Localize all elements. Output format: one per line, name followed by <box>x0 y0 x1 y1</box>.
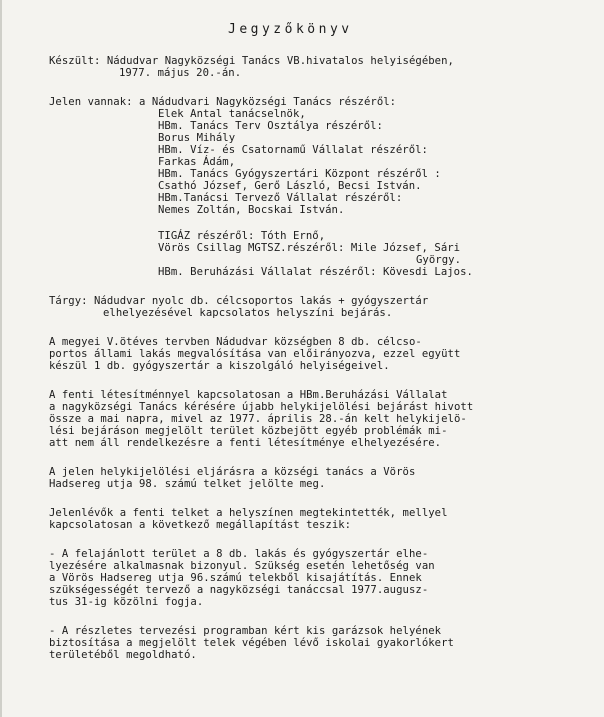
text-line: tus 31-ig közölni fogja. <box>49 596 204 608</box>
text-line: lyezésére alkalmasnak bizonyul. Szükség esetén lehetőség van <box>49 560 435 572</box>
text-line: Farkas Ádám, <box>158 156 236 168</box>
text-line: kapcsolatosan a következő megállapítást teszik: <box>49 519 352 531</box>
text-line: Jelen vannak: a Nádudvari Nagyközségi Tanács részéről: <box>49 96 397 108</box>
text-line: készül 1 db. gyógyszertár a kiszolgáló helyiségeivel. <box>49 360 390 372</box>
text-line: Tárgy: Nádudvar nyolc db. célcsoportos lakás + gyógyszertár <box>49 295 429 307</box>
text-line: Csathó József, Gerő László, Becsi István. <box>158 180 422 192</box>
text-line: HBm. Tanács Terv Osztálya részéről: <box>158 120 383 132</box>
text-line: biztosítása a megjelölt telek végében lévő iskolai gyakorlókert <box>49 637 454 649</box>
text-line: HBm. Tanács Gyógyszertári Központ részéről : <box>158 168 441 180</box>
text-line: a nagyközségi Tanács kérésére újabb helykijelölési bejárást hivott <box>49 401 474 413</box>
text-line: HBm. Beruházási Vállalat részéről: Kövesdi Lajos. <box>158 266 473 278</box>
text-line: - A felajánlott terület a 8 db. lakás és gyógyszertár elhe- <box>49 548 429 560</box>
text-line: Borus Mihály <box>158 132 236 144</box>
page-edge <box>0 0 2 717</box>
text-line: Készült: Nádudvar Nagyközségi Tanács VB.hivatalos helyiségében, <box>49 55 454 67</box>
text-line: - A részletes tervezési programban kért kis garázsok helyének <box>49 625 442 637</box>
text-line: György. <box>416 254 461 266</box>
text-line: Vörös Csillag MGTSZ.részéről: Mile József, Sári <box>158 242 461 254</box>
text-line: A megyei V.ötéves tervben Nádudvar községben 8 db. célcso- <box>49 336 422 348</box>
text-line: A fenti létesítménnyel kapcsolatosan a HBm.Beruházási Vállalat <box>49 389 448 401</box>
text-line: att nem áll rendelkezésre a fenti létesítménye elhelyezésére. <box>49 437 442 449</box>
text-line: Hadsereg utja 98. számú telket jelölte meg. <box>49 478 326 490</box>
text-line: szükségességét tervező a nagyközségi tanáccsal 1977.augusz- <box>49 584 429 596</box>
text-line: A jelen helykijelölési eljárásra a községi tanács a Vörös <box>49 466 416 478</box>
text-line: a Vörös Hadsereg utja 96.számú telekből kisajátítás. Ennek <box>49 572 422 584</box>
text-line: Elek Antal tanácselnök, <box>158 108 306 120</box>
text-line: össze a mai napra, mivel az 1977. április 28.-án kelt helykijelö- <box>49 413 467 425</box>
text-line: Nemes Zoltán, Bocskai István. <box>158 204 345 216</box>
text-line: TIGÁZ részéről: Tóth Ernő, <box>158 230 326 242</box>
text-line: Jelenlévők a fenti telket a helyszínen megtekintették, mellyel <box>49 507 448 519</box>
document-title: Jegyzőkönyv <box>228 22 353 37</box>
text-line: HBm. Víz- és Csatornamű Vállalat részéről: <box>158 144 428 156</box>
text-line: területéből megoldható. <box>49 649 197 661</box>
text-line: 1977. május 20.-án. <box>119 67 242 79</box>
text-line: portos állami lakás megvalósítása van előirányozva, ezzel együtt <box>49 348 461 360</box>
text-line: HBm.Tanácsi Tervező Vállalat részéről: <box>158 192 403 204</box>
text-line: lési bejáráson megjelölt terület közbejött egyéb problémák mi- <box>49 425 448 437</box>
text-line: elhelyezésével kapcsolatos helyszíni bejárás. <box>103 307 393 319</box>
